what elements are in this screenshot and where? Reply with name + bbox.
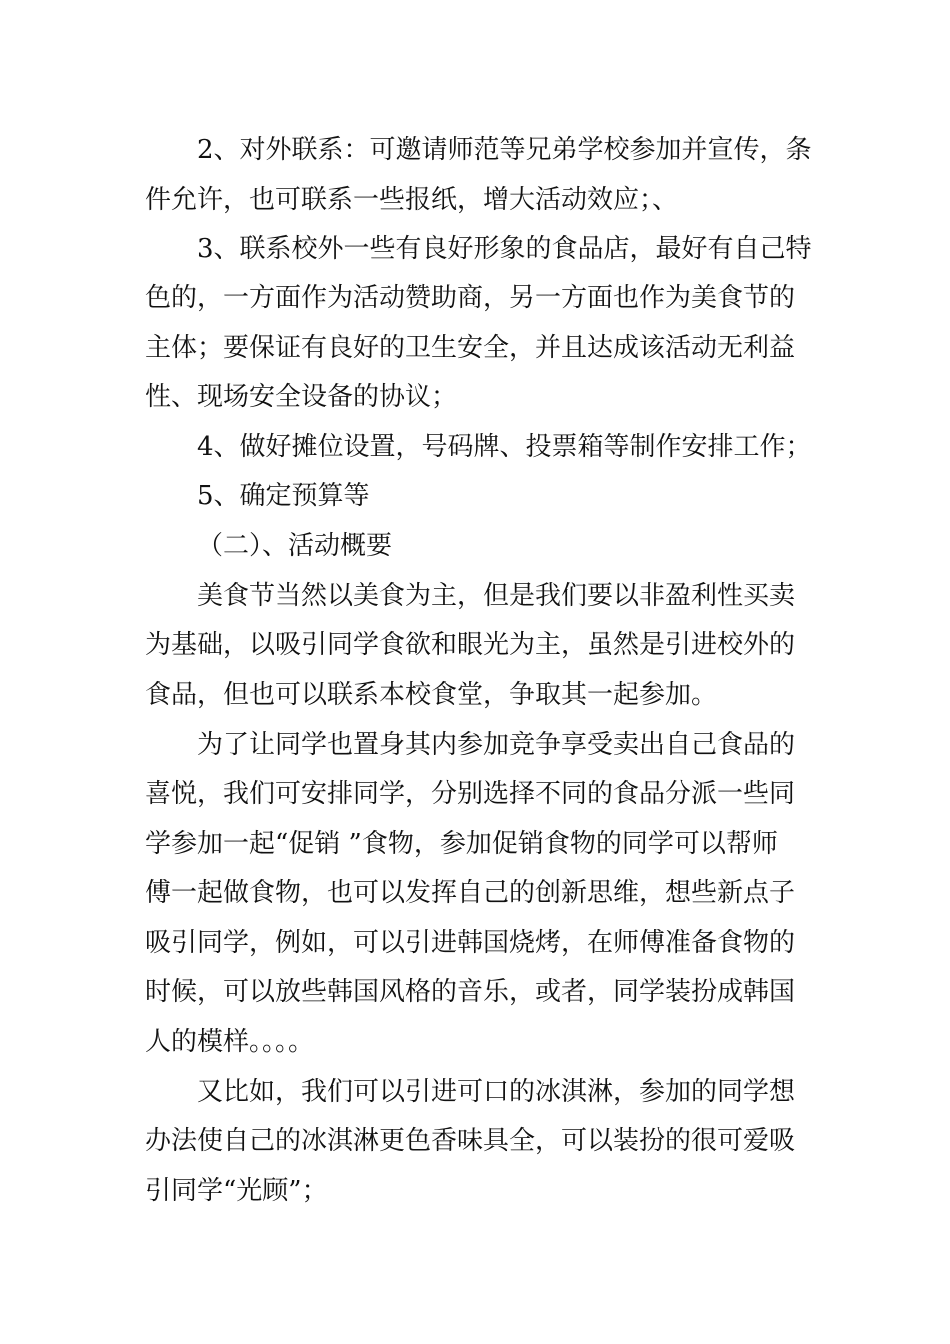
text-line-8: 5、确定预算等: [197, 481, 370, 511]
text-line-22: 引同学“光顾”；: [145, 1176, 328, 1206]
text-line-17: 吸引同学，例如，可以引进韩国烧烤，在师傅准备食物的: [145, 928, 796, 958]
text-line-19: 人的模样。。。。: [145, 1027, 315, 1057]
text-line-11: 为基础，以吸引同学食欲和眼光为主，虽然是引进校外的: [145, 630, 796, 660]
text-line-3: 3、联系校外一些有良好形象的食品店，最好有自己特: [197, 234, 812, 264]
text-line-6: 性、现场安全设备的协议；: [145, 382, 458, 412]
text-line-14: 喜悦，我们可安排同学，分别选择不同的食品分派一些同: [145, 779, 796, 809]
text-line-1: 2、对外联系：可邀请师范等兄弟学校参加并宣传，条: [197, 135, 812, 165]
text-line-10: 美食节当然以美食为主，但是我们要以非盈利性买卖: [197, 581, 796, 611]
text-line-7: 4、做好摊位设置，号码牌、投票箱等制作安排工作；: [197, 432, 812, 462]
text-line-20: 又比如，我们可以引进可口的冰淇淋，参加的同学想: [197, 1077, 796, 1107]
section-heading: （二）、活动概要: [197, 531, 393, 561]
text-line-15: 学参加一起“促销 ”食物，参加促销食物的同学可以帮师: [145, 829, 778, 859]
text-line-12: 食品，但也可以联系本校食堂，争取其一起参加。: [145, 680, 718, 710]
text-line-21: 办法使自己的冰淇淋更色香味具全，可以装扮的很可爱吸: [145, 1126, 796, 1156]
text-line-2: 件允许，也可联系一些报纸，增大活动效应；、: [145, 185, 679, 215]
text-line-16: 傅一起做食物，也可以发挥自己的创新思维，想些新点子: [145, 878, 796, 908]
text-line-4: 色的，一方面作为活动赞助商，另一方面也作为美食节的: [145, 283, 796, 313]
text-line-5: 主体；要保证有良好的卫生安全，并且达成该活动无利益: [145, 333, 796, 363]
text-line-18: 时候，可以放些韩国风格的音乐，或者，同学装扮成韩国: [145, 977, 796, 1007]
text-line-13: 为了让同学也置身其内参加竞争享受卖出自己食品的: [197, 730, 796, 760]
